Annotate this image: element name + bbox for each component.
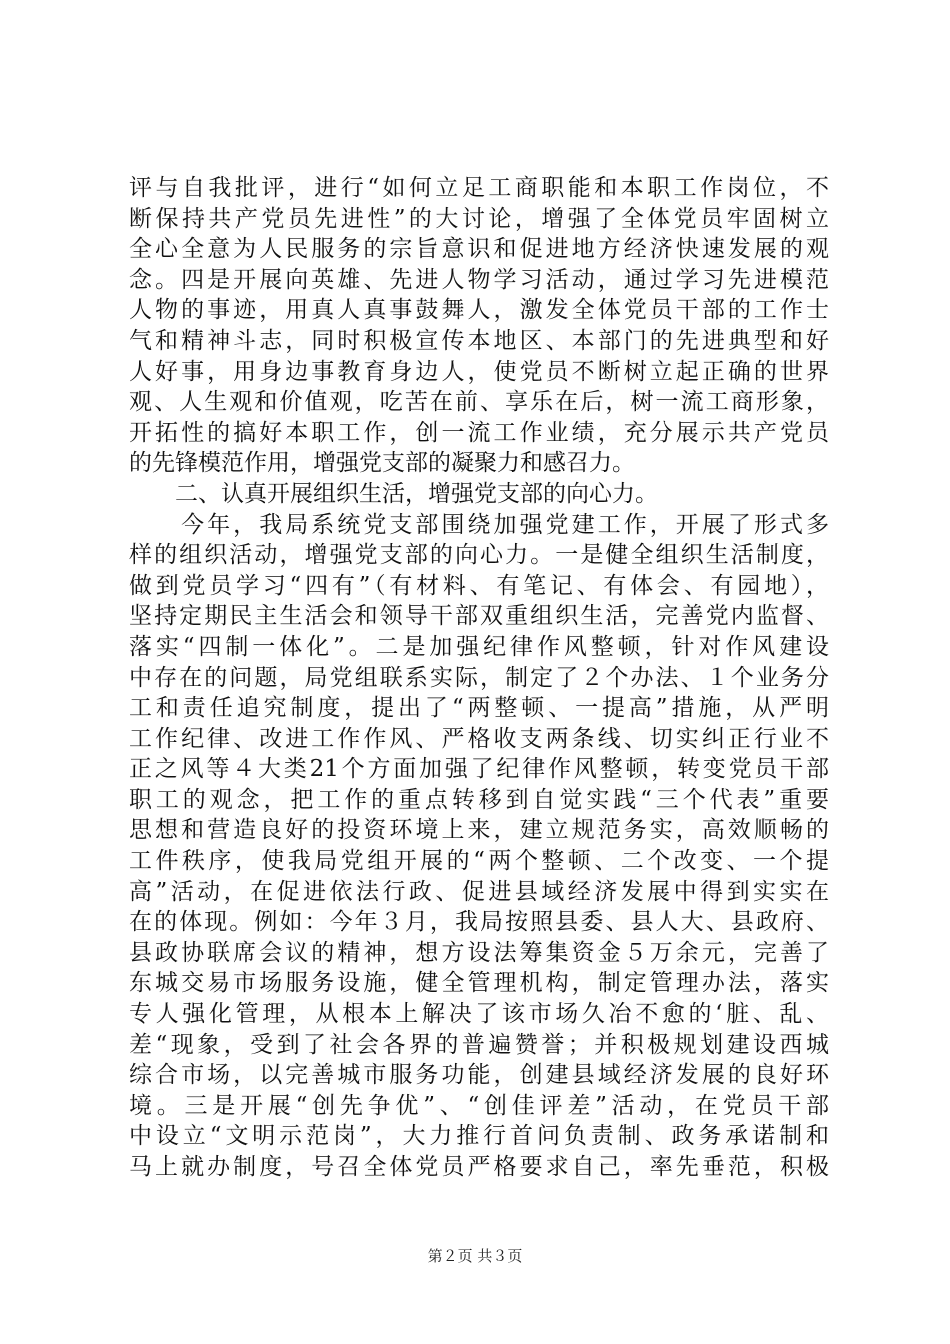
- text-line: 综合市场，以完善城市服务功能，创建县域经济发展的良好环: [129, 1062, 829, 1089]
- text-line: 工作纪律、改进工作作风、严格收支两条线、切实纠正行业不: [129, 725, 829, 752]
- section-heading: 二、认真开展组织生活，增强党支部的向心力。: [129, 480, 658, 507]
- text-line: 人物的事迹，用真人真事鼓舞人，激发全体党员干部的工作士: [129, 297, 829, 324]
- text-line: 全心全意为人民服务的宗旨意识和促进地方经济快速发展的观: [129, 236, 829, 263]
- text-line: 人好事，用身边事教育身边人，使党员不断树立起正确的世界: [129, 358, 829, 385]
- text-line: 正之风等４大类21个方面加强了纪律作风整顿，转变党员干部: [129, 756, 829, 783]
- text-line: 专人强化管理，从根本上解决了该市场久冶不愈的‘脏、乱、: [129, 1001, 829, 1028]
- text-line: 断保持共产党员先进性”的大讨论，增强了全体党员牢固树立: [129, 205, 829, 232]
- text-line: 坚持定期民主生活会和领导干部双重组织生活，完善党内监督、: [129, 603, 829, 630]
- document-body: [129, 173, 829, 1183]
- text-line: 开拓性的搞好本职工作，创一流工作业绩，充分展示共产党员: [129, 419, 829, 446]
- text-line: 做到党员学习“四有”（有材料、有笔记、有体会、有园地），: [129, 572, 829, 599]
- text-line: 东城交易市场服务设施，健全管理机构，制定管理办法，落实: [129, 970, 829, 997]
- text-line: 工件秩序，使我局党组开展的“两个整顿、二个改变、一个提: [129, 848, 829, 875]
- text-line: 观、人生观和价值观，吃苦在前、享乐在后，树一流工商形象，: [129, 389, 829, 416]
- text-line: 气和精神斗志，同时积极宣传本地区、本部门的先进典型和好: [129, 327, 829, 354]
- text-line: 今年，我局系统党支部围绕加强党建工作，开展了形式多: [129, 511, 829, 538]
- text-line: 境。三是开展“创先争优”、“创佳评差”活动，在党员干部: [129, 1092, 829, 1119]
- text-line: 样的组织活动，增强党支部的向心力。一是健全组织生活制度，: [129, 542, 829, 569]
- text-line: 县政协联席会议的精神，想方设法筹集资金５万余元，完善了: [129, 939, 829, 966]
- text-line: 的先锋模范作用，增强党支部的凝聚力和感召力。: [129, 450, 635, 477]
- text-line: 马上就办制度，号召全体党员严格要求自己，率先垂范，积极: [129, 1154, 829, 1180]
- text-line: 工和责任追究制度，提出了“两整顿、一提高”措施，从严明: [129, 695, 829, 722]
- text-line: 思想和营造良好的投资环境上来，建立规范务实，高效顺畅的: [129, 817, 829, 844]
- text-line: 中存在的问题，局党组联系实际，制定了２个办法、１个业务分: [129, 664, 829, 691]
- page-number-footer: 第２页 共３页: [427, 1247, 523, 1265]
- text-line: 在的体现。例如：今年３月，我局按照县委、县人大、县政府、: [129, 909, 829, 936]
- text-line: 高”活动，在促进依法行政、促进县域经济发展中得到实实在: [129, 878, 829, 905]
- text-line: 评与自我批评，进行“如何立足工商职能和本职工作岗位，不: [129, 175, 829, 201]
- text-line: 落实“四制一体化”。二是加强纪律作风整顿，针对作风建设: [129, 633, 829, 660]
- text-line: 念。四是开展向英雄、先进人物学习活动，通过学习先进模范: [129, 266, 829, 293]
- text-line: 中设立“文明示范岗”，大力推行首问负责制、政务承诺制和: [129, 1123, 829, 1150]
- text-line: 职工的观念，把工作的重点转移到自觉实践“三个代表”重要: [129, 786, 829, 813]
- text-line: 差“现象，受到了社会各界的普遍赞誉；并积极规划建设西城: [129, 1031, 829, 1058]
